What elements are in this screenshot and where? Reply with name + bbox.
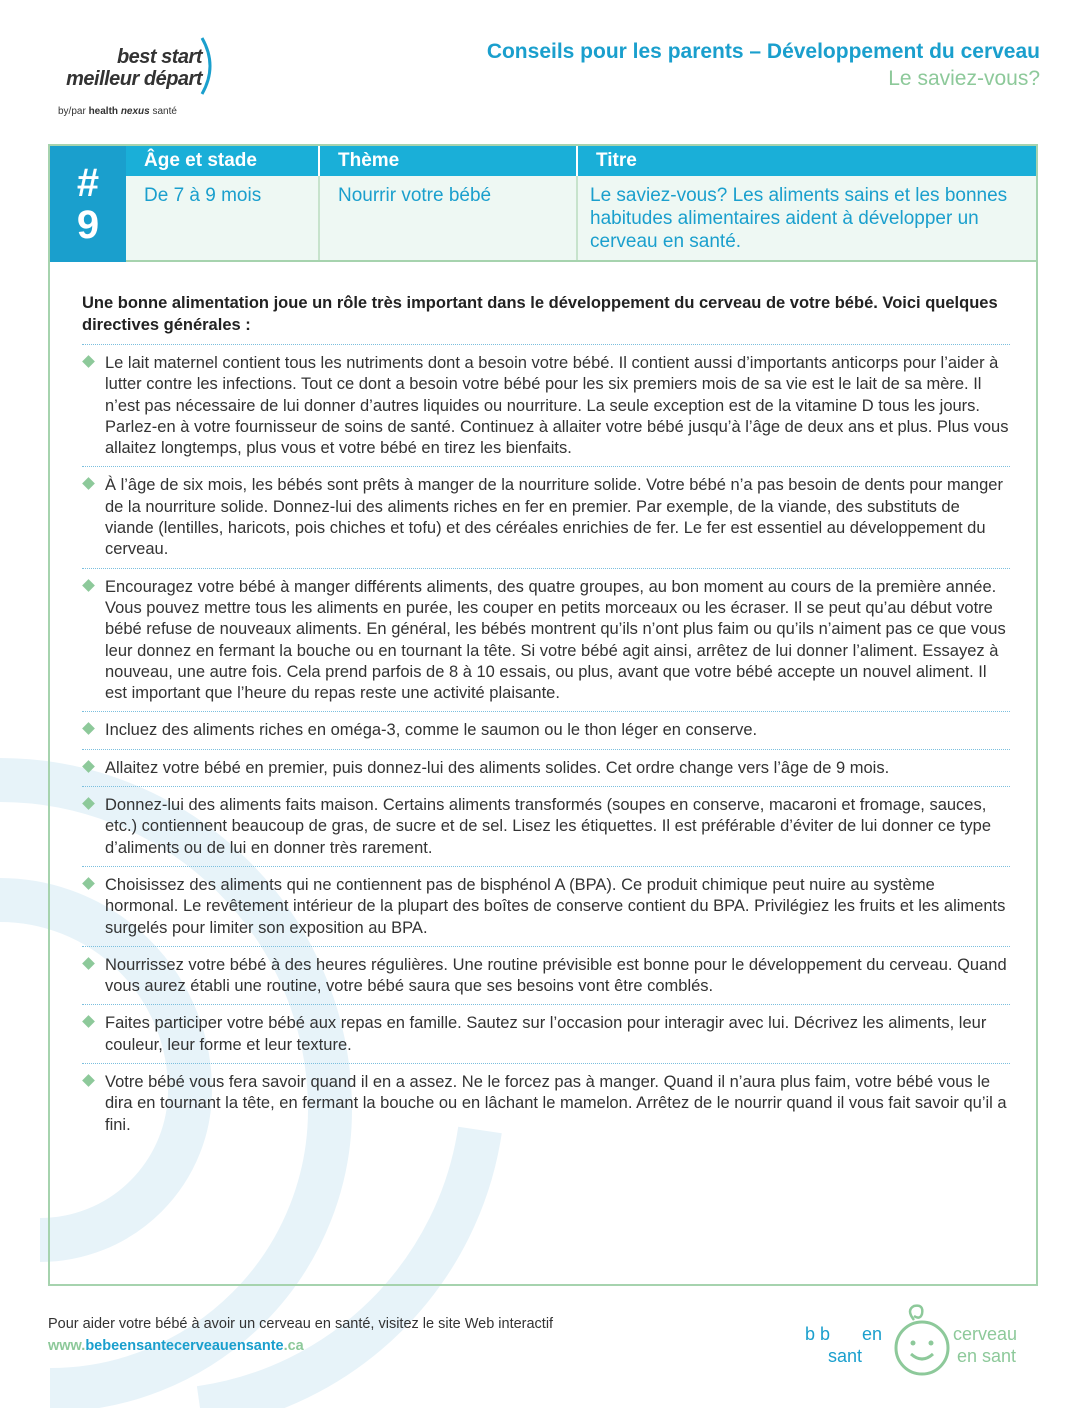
diamond-bullet-icon bbox=[82, 1074, 95, 1087]
list-item bbox=[82, 947, 1010, 1006]
diamond-bullet-icon bbox=[82, 723, 95, 736]
diamond-bullet-icon bbox=[82, 797, 95, 810]
logo-en: en bbox=[862, 1324, 883, 1344]
logo-parenthesis-icon bbox=[196, 36, 220, 96]
list-item bbox=[82, 867, 1010, 947]
diamond-bullet-icon bbox=[82, 760, 95, 773]
footer-text: Pour aider votre bébé à avoir un cerveau en santé, visitez le site Web interactif bbox=[48, 1316, 554, 1332]
logo-sant: sant bbox=[828, 1346, 863, 1366]
header-age-stage: Âge et stade bbox=[144, 150, 257, 171]
logo-byline bbox=[58, 106, 177, 117]
cell-title: Le saviez-vous? Les aliments sains et les bonnes habitudes alimentaires aident à développer un cerveau en santé. bbox=[576, 176, 1036, 260]
page-title: Conseils pour les parents – Développement du cerveau bbox=[486, 40, 1040, 63]
info-table-row bbox=[126, 176, 1036, 262]
list-item-text: Encouragez votre bébé à manger différents aliments, des quatre groupes, au bon moment au cours de la première année. Vous pouvez mettre tous les aliments en purée, les couper en petits morceaux ou les écraser. Il se peut qu’au début votre bébé refuse de nouveaux aliments. En général, les bébés montrent qu’ils n’ont plus faim ou qu’ils n’aiment pas ce que vous leur donnez en fermant la bouche ou en tournant la tête. Si votre bébé agit ainsi, arrêtez de lui donner l’aliment. Essayez à nouveau, une autre fois. Cela prend parfois de 8 à 10 essais, ou plus, avant que votre bébé accepte un nouvel aliment. Il est important que l’heure du repas reste une activité plaisante. bbox=[105, 577, 1006, 703]
tip-number: 9 bbox=[76, 203, 100, 247]
logo-line2: meilleur départ bbox=[66, 68, 202, 90]
logo-by-sante: santé bbox=[152, 106, 177, 117]
list-item bbox=[82, 750, 1010, 787]
list-item bbox=[82, 1064, 1010, 1143]
list-item-text: Incluez des aliments riches en oméga-3, comme le saumon ou le thon léger en conserve. bbox=[105, 721, 758, 740]
header-theme: Thème bbox=[318, 146, 576, 176]
logo-line1: best start bbox=[116, 46, 202, 68]
diamond-bullet-icon bbox=[82, 1016, 95, 1029]
list-item bbox=[82, 787, 1010, 867]
diamond-bullet-icon bbox=[82, 478, 95, 491]
list-item-text: À l’âge de six mois, les bébés sont prêts à manger de la nourriture solide. Votre bébé n’a pas besoin de dents pour manger de la nourriture solide. Donnez-lui des aliments riches en fer en premier. Par exemple, de la viande, des substituts de viande (lentilles, haricots, pois chiches et tofu) et des céréales enrichies de fer. Le fer est essentiel au développement du cerveau. bbox=[105, 476, 1003, 559]
list-item-text: Faites participer votre bébé aux repas en famille. Sautez sur l’occasion pour interagir avec lui. Décrivez les aliments, leur couleur, leur forme et leur texture. bbox=[105, 1014, 987, 1054]
page-subtitle: Le saviez-vous? bbox=[888, 67, 1040, 90]
list-item-text: Le lait maternel contient tous les nutriments dont a besoin votre bébé. Il contient aussi d’importants anticorps pour l’aider à lutter contre les infections. Tout ce dont a besoin votre bébé pour les six premiers mois de sa vie est le lait de sa mère. Il n’est pas nécessaire de lui donner d’autres liquides ou nourriture. La seule exception est de la vitamine D tous les jours. Parlez-en à votre fournisseur de soins de santé. Continuez à allaiter votre bébé jusqu’à l’âge de deux ans et plus. Plus vous allaitez longtemps, plus vous et votre bébé en tirez les bienfaits. bbox=[105, 354, 1009, 458]
logo-bb: b b bbox=[805, 1324, 831, 1344]
footer-url-suffix: .ca bbox=[283, 1338, 304, 1354]
list-item bbox=[82, 345, 1010, 467]
logo-cerveau: cerveau bbox=[953, 1324, 1018, 1344]
list-item-text: Nourrissez votre bébé à des heures régulières. Une routine prévisible est bonne pour le développement du cerveau. Quand vous aurez établi une routine, votre bébé saura que ses besoins vont être comblés. bbox=[105, 955, 1007, 996]
bebe-en-sante-logo bbox=[800, 1300, 1040, 1380]
list-item-text: Votre bébé vous fera savoir quand il en a assez. Ne le forcez pas à manger. Quand il n’aura plus faim, votre bébé vous le dira en tournant la tête, en fermant la bouche ou en lâchant le mamelon. Arrêtez de le nourrir quand il vous fait savoir qu’il a fini. bbox=[105, 1073, 1007, 1134]
list-item-text: Choisissez des aliments qui ne contiennent pas de bisphénol A (BPA). Ce produit chimique peut nuire au système hormonal. Le revêtement intérieur de la plupart des boîtes de conserve contient du BPA. Privilégiez les fruits et les aliments surgelés pour limiter son exposition au BPA. bbox=[105, 875, 1006, 937]
main-content bbox=[82, 292, 1010, 1143]
logo-by-nexus: nexus bbox=[120, 106, 150, 117]
cell-theme: Nourrir votre bébé bbox=[318, 176, 576, 260]
list-item-text: Donnez-lui des aliments faits maison. Certains aliments transformés (soupes en conserve, macaroni et fromage, sauces, etc.) contiennent beaucoup de gras, de sucre et de sel. Lisez les étiquettes. Il est préférable d’éviter de lui donner ce type d’aliments ou de lui en donner très rarement. bbox=[105, 796, 992, 857]
intro-paragraph: Une bonne alimentation joue un rôle très important dans le développement du cerveau de votre bébé. Voici quelques directives générales : bbox=[82, 292, 1010, 345]
cell-age-stage: De 7 à 9 mois bbox=[144, 185, 262, 206]
footer-website-link[interactable] bbox=[48, 1338, 304, 1354]
list-item-text: Allaitez votre bébé en premier, puis donnez-lui des aliments solides. Cet ordre change vers l’âge de 9 mois. bbox=[105, 758, 890, 777]
tip-hash: # bbox=[76, 161, 100, 205]
logo-by-health: health bbox=[88, 106, 119, 117]
best-start-logo bbox=[56, 36, 226, 126]
logo-by-prefix: by/par bbox=[58, 106, 89, 117]
list-item bbox=[82, 467, 1010, 568]
list-item bbox=[82, 712, 1010, 749]
diamond-bullet-icon bbox=[82, 877, 95, 890]
list-item bbox=[82, 1005, 1010, 1064]
tip-number-badge bbox=[50, 146, 126, 262]
baby-face-icon bbox=[892, 1302, 952, 1378]
header-title: Titre bbox=[576, 146, 1036, 176]
logo-ensant: en sant bbox=[957, 1346, 1017, 1366]
list-item bbox=[82, 569, 1010, 713]
diamond-bullet-icon bbox=[82, 957, 95, 970]
diamond-bullet-icon bbox=[82, 355, 95, 368]
footer-url-main: bebeensantecerveauensante bbox=[85, 1338, 284, 1354]
diamond-bullet-icon bbox=[82, 579, 95, 592]
info-table-header bbox=[126, 146, 1036, 176]
footer-url-prefix: www. bbox=[48, 1338, 86, 1354]
